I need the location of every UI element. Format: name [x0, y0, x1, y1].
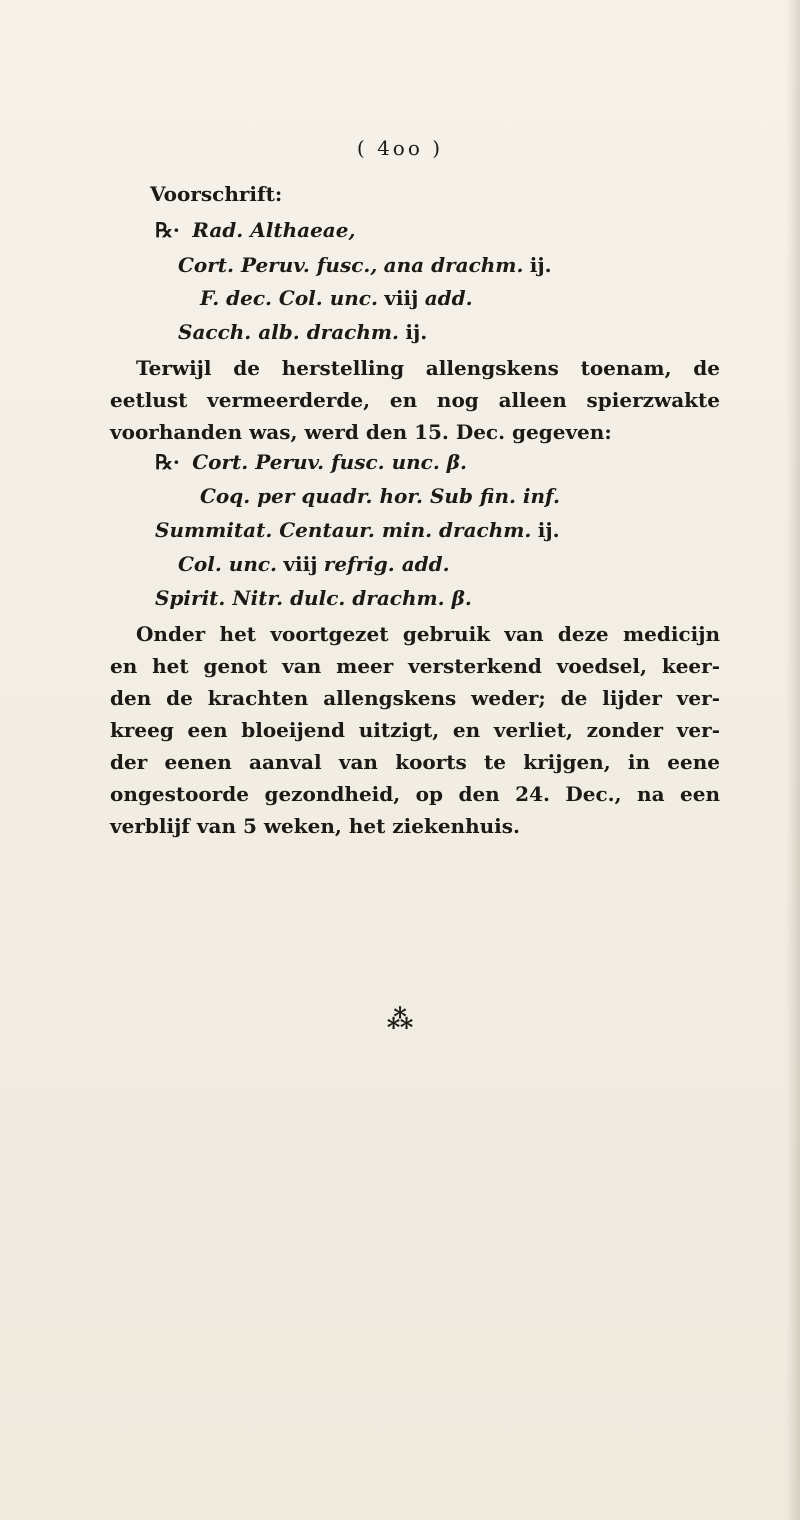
- prescription-2-line-5: Spirit. Nitr. dulc. drachm. β.: [155, 586, 472, 610]
- asterism-ornament: ⁂: [386, 1005, 414, 1035]
- prescription-1-line-3: F. dec. Col. unc. viij add.: [200, 286, 473, 310]
- prescription-2-line-3: Summitat. Centaur. min. drachm. ij.: [155, 518, 560, 542]
- recipe-symbol: ℞·: [155, 218, 180, 242]
- prescription-2-line-4: Col. unc. viij refrig. add.: [178, 552, 450, 576]
- prescription-1-line-1: ℞· Rad. Althaeae,: [155, 218, 356, 242]
- prescription-1-line-2: Cort. Peruv. fusc., ana drachm. ij.: [178, 253, 552, 277]
- page-number: ( 4oo ): [356, 136, 444, 160]
- paragraph-2: Onder het voortgezet gebruik van deze medicijn en het genot van meer versterkend voedsel, keer- den de krachten allengskens weder; de lijder ver- kreeg een bloeijend uitzigt, en verliet, zonder ver- der eenen aanval van koorts te krijgen, in eene ongestoorde gezondheid, op den 24. Dec., na een verblijf van 5 weken, het ziekenhuis.: [110, 622, 720, 838]
- paragraph-1: Terwijl de herstelling allengskens toenam, de eetlust vermeerderde, en nog alleen spierzwakte voorhanden was, werd den 15. Dec. gegeven:: [110, 356, 720, 444]
- prescription-2-line-2: Coq. per quadr. hor. Sub fin. inf.: [200, 484, 560, 508]
- prescription-2-line-1: ℞· Cort. Peruv. fusc. unc. β.: [155, 450, 468, 474]
- recipe-symbol: ℞·: [155, 450, 180, 474]
- page-edge-shadow: [786, 0, 800, 1520]
- prescription-1-line-4: Sacch. alb. drachm. ij.: [178, 320, 428, 344]
- prescription-heading: Voorschrift:: [150, 182, 283, 206]
